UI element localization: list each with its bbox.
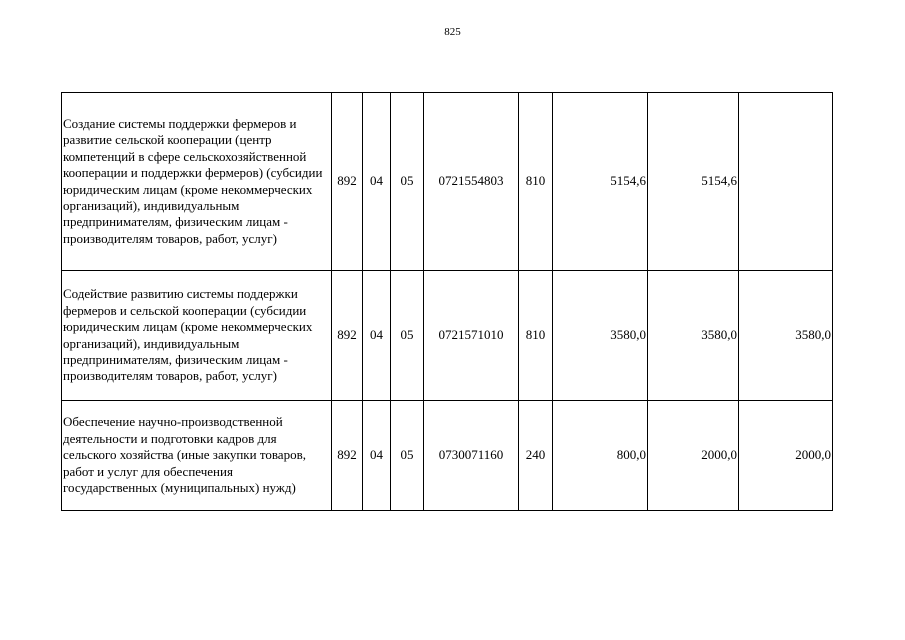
row-name: Содействие развитию системы поддержки фермеров и сельской кооперации (субсидии юридическим лицам (кроме некоммерческих организаций), индивидуальным предпринимателям, физическим лицам - производителям товаров, работ, услуг): [62, 271, 332, 401]
cell-pr: 05: [391, 93, 424, 271]
cell-rz: 04: [363, 401, 391, 511]
cell-grbs: 892: [332, 93, 363, 271]
cell-sum3: [739, 93, 833, 271]
cell-csr: 0730071160: [424, 401, 519, 511]
cell-csr: 0721554803: [424, 93, 519, 271]
cell-sum2: 5154,6: [648, 93, 739, 271]
cell-sum1: 3580,0: [553, 271, 648, 401]
cell-pr: 05: [391, 401, 424, 511]
row-name: Обеспечение научно-производственной деятельности и подготовки кадров для сельского хозяйства (иные закупки товаров, работ и услуг для обеспечения государственных (муниципальных) нужд): [62, 401, 332, 511]
cell-sum3: 2000,0: [739, 401, 833, 511]
cell-rz: 04: [363, 93, 391, 271]
row-name: Создание системы поддержки фермеров и развитие сельской кооперации (центр компетенций в сфере сельскохозяйственной кооперации и поддержки фермеров) (субсидии юридическим лицам (кроме некоммерческих организаций), индивидуальным предпринимателям, физическим лицам - производителям товаров, работ, услуг): [62, 93, 332, 271]
cell-vr: 810: [519, 271, 553, 401]
cell-grbs: 892: [332, 401, 363, 511]
table-row: [62, 401, 833, 511]
page-number: 825: [444, 26, 461, 38]
cell-grbs: 892: [332, 271, 363, 401]
cell-vr: 240: [519, 401, 553, 511]
cell-vr: 810: [519, 93, 553, 271]
cell-csr: 0721571010: [424, 271, 519, 401]
cell-sum2: 2000,0: [648, 401, 739, 511]
cell-sum2: 3580,0: [648, 271, 739, 401]
cell-sum1: 5154,6: [553, 93, 648, 271]
budget-table: [61, 92, 833, 511]
cell-pr: 05: [391, 271, 424, 401]
cell-rz: 04: [363, 271, 391, 401]
table-row: [62, 271, 833, 401]
table-row: [62, 93, 833, 271]
cell-sum3: 3580,0: [739, 271, 833, 401]
cell-sum1: 800,0: [553, 401, 648, 511]
